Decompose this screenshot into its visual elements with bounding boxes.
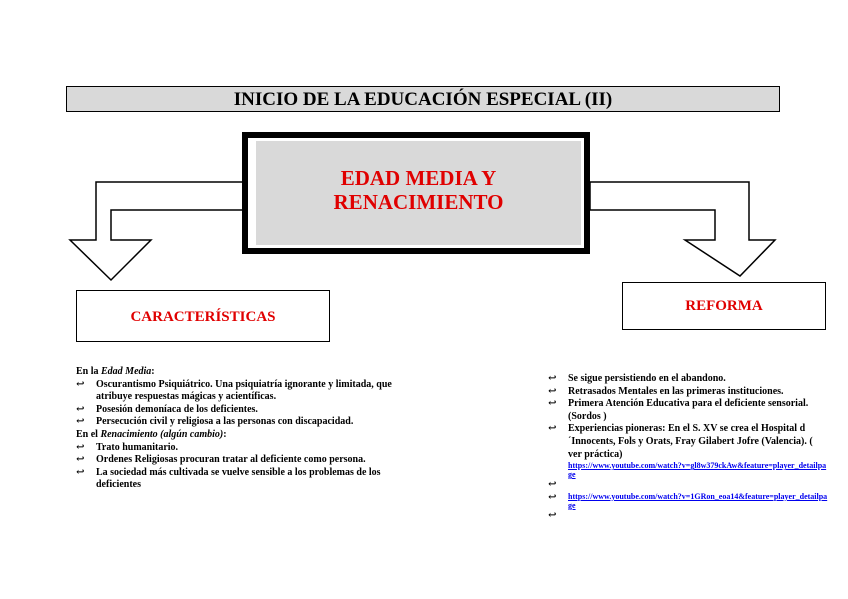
center-title-line2: RENACIMIENTO: [333, 190, 504, 214]
bullet-icon: ↩: [76, 466, 85, 478]
youtube-link-2[interactable]: https://www.youtube.com/watch?v=1GRon_eoa14&feature=player_detailpage: [568, 491, 828, 510]
bullet-icon: ↩: [76, 454, 85, 466]
edad-media-heading: En la Edad Media:: [76, 366, 155, 377]
list-item: ↩ Ordenes Religiosas procuran tratar al deficiente como persona.: [76, 454, 366, 466]
list-item: ↩ La sociedad más cultivada se vuelve sensible a los problemas de los deficientes: [76, 466, 381, 491]
bullet-icon: ↩: [76, 403, 85, 415]
list-item: ↩ Primera Atención Educativa para el deficiente sensorial. (Sordos ): [548, 398, 809, 422]
caracteristicas-box: CARACTERÍSTICAS: [76, 290, 330, 342]
empty-bullet-item: [548, 510, 828, 523]
bullet-icon: ↩: [76, 416, 85, 428]
renacimiento-heading: En el Renacimiento (algún cambio):: [76, 428, 227, 440]
link-item: [548, 461, 828, 479]
bullet-icon: ↩: [548, 385, 557, 397]
list-item: ↩ Retrasados Mentales en las primeras instituciones.: [548, 385, 784, 397]
caracteristicas-list: [76, 366, 396, 492]
reforma-list: [548, 373, 828, 522]
list-item: ↩ Persecución civil y religiosa a las personas con discapacidad.: [76, 416, 354, 428]
list-item: ↩ Posesión demoníaca de los deficientes.: [76, 403, 258, 415]
left-arrow: [70, 182, 246, 280]
bullet-icon: ↩: [548, 479, 557, 491]
center-title: [256, 166, 581, 214]
empty-bullet-item: [548, 479, 828, 492]
bullet-icon: ↩: [76, 378, 85, 390]
page-title: INICIO DE LA EDUCACIÓN ESPECIAL (II): [66, 86, 780, 112]
reforma-box: REFORMA: [622, 282, 826, 330]
bullet-icon: ↩: [548, 423, 557, 435]
bullet-icon: ↩: [548, 398, 557, 410]
link-item: [548, 492, 828, 510]
list-item: ↩ Experiencias pioneras: En el S. XV se crea el Hospital d´Innocents, Fols y Orats, Fray Gilabert Jofre (Valencia). ( ver práctica): [548, 423, 813, 460]
center-title-line1: EDAD MEDIA Y: [340, 166, 497, 190]
bullet-icon: ↩: [76, 441, 85, 453]
list-item: ↩ Se sigue persistiendo en el abandono.: [548, 373, 726, 384]
youtube-link-1[interactable]: https://www.youtube.com/watch?v=gl8w379ckAw&feature=player_detailpage: [568, 461, 827, 480]
bullet-icon: ↩: [548, 509, 557, 521]
bullet-icon: ↩: [548, 373, 557, 384]
right-arrow: [590, 182, 775, 276]
bullet-icon: ↩: [548, 491, 557, 503]
list-item: ↩ Trato humanitario.: [76, 441, 179, 453]
list-item: ↩ Oscurantismo Psiquiátrico. Una psiquiatría ignorante y limitada, que atribuye respuestas mágicas y acientíficas.: [76, 378, 392, 403]
